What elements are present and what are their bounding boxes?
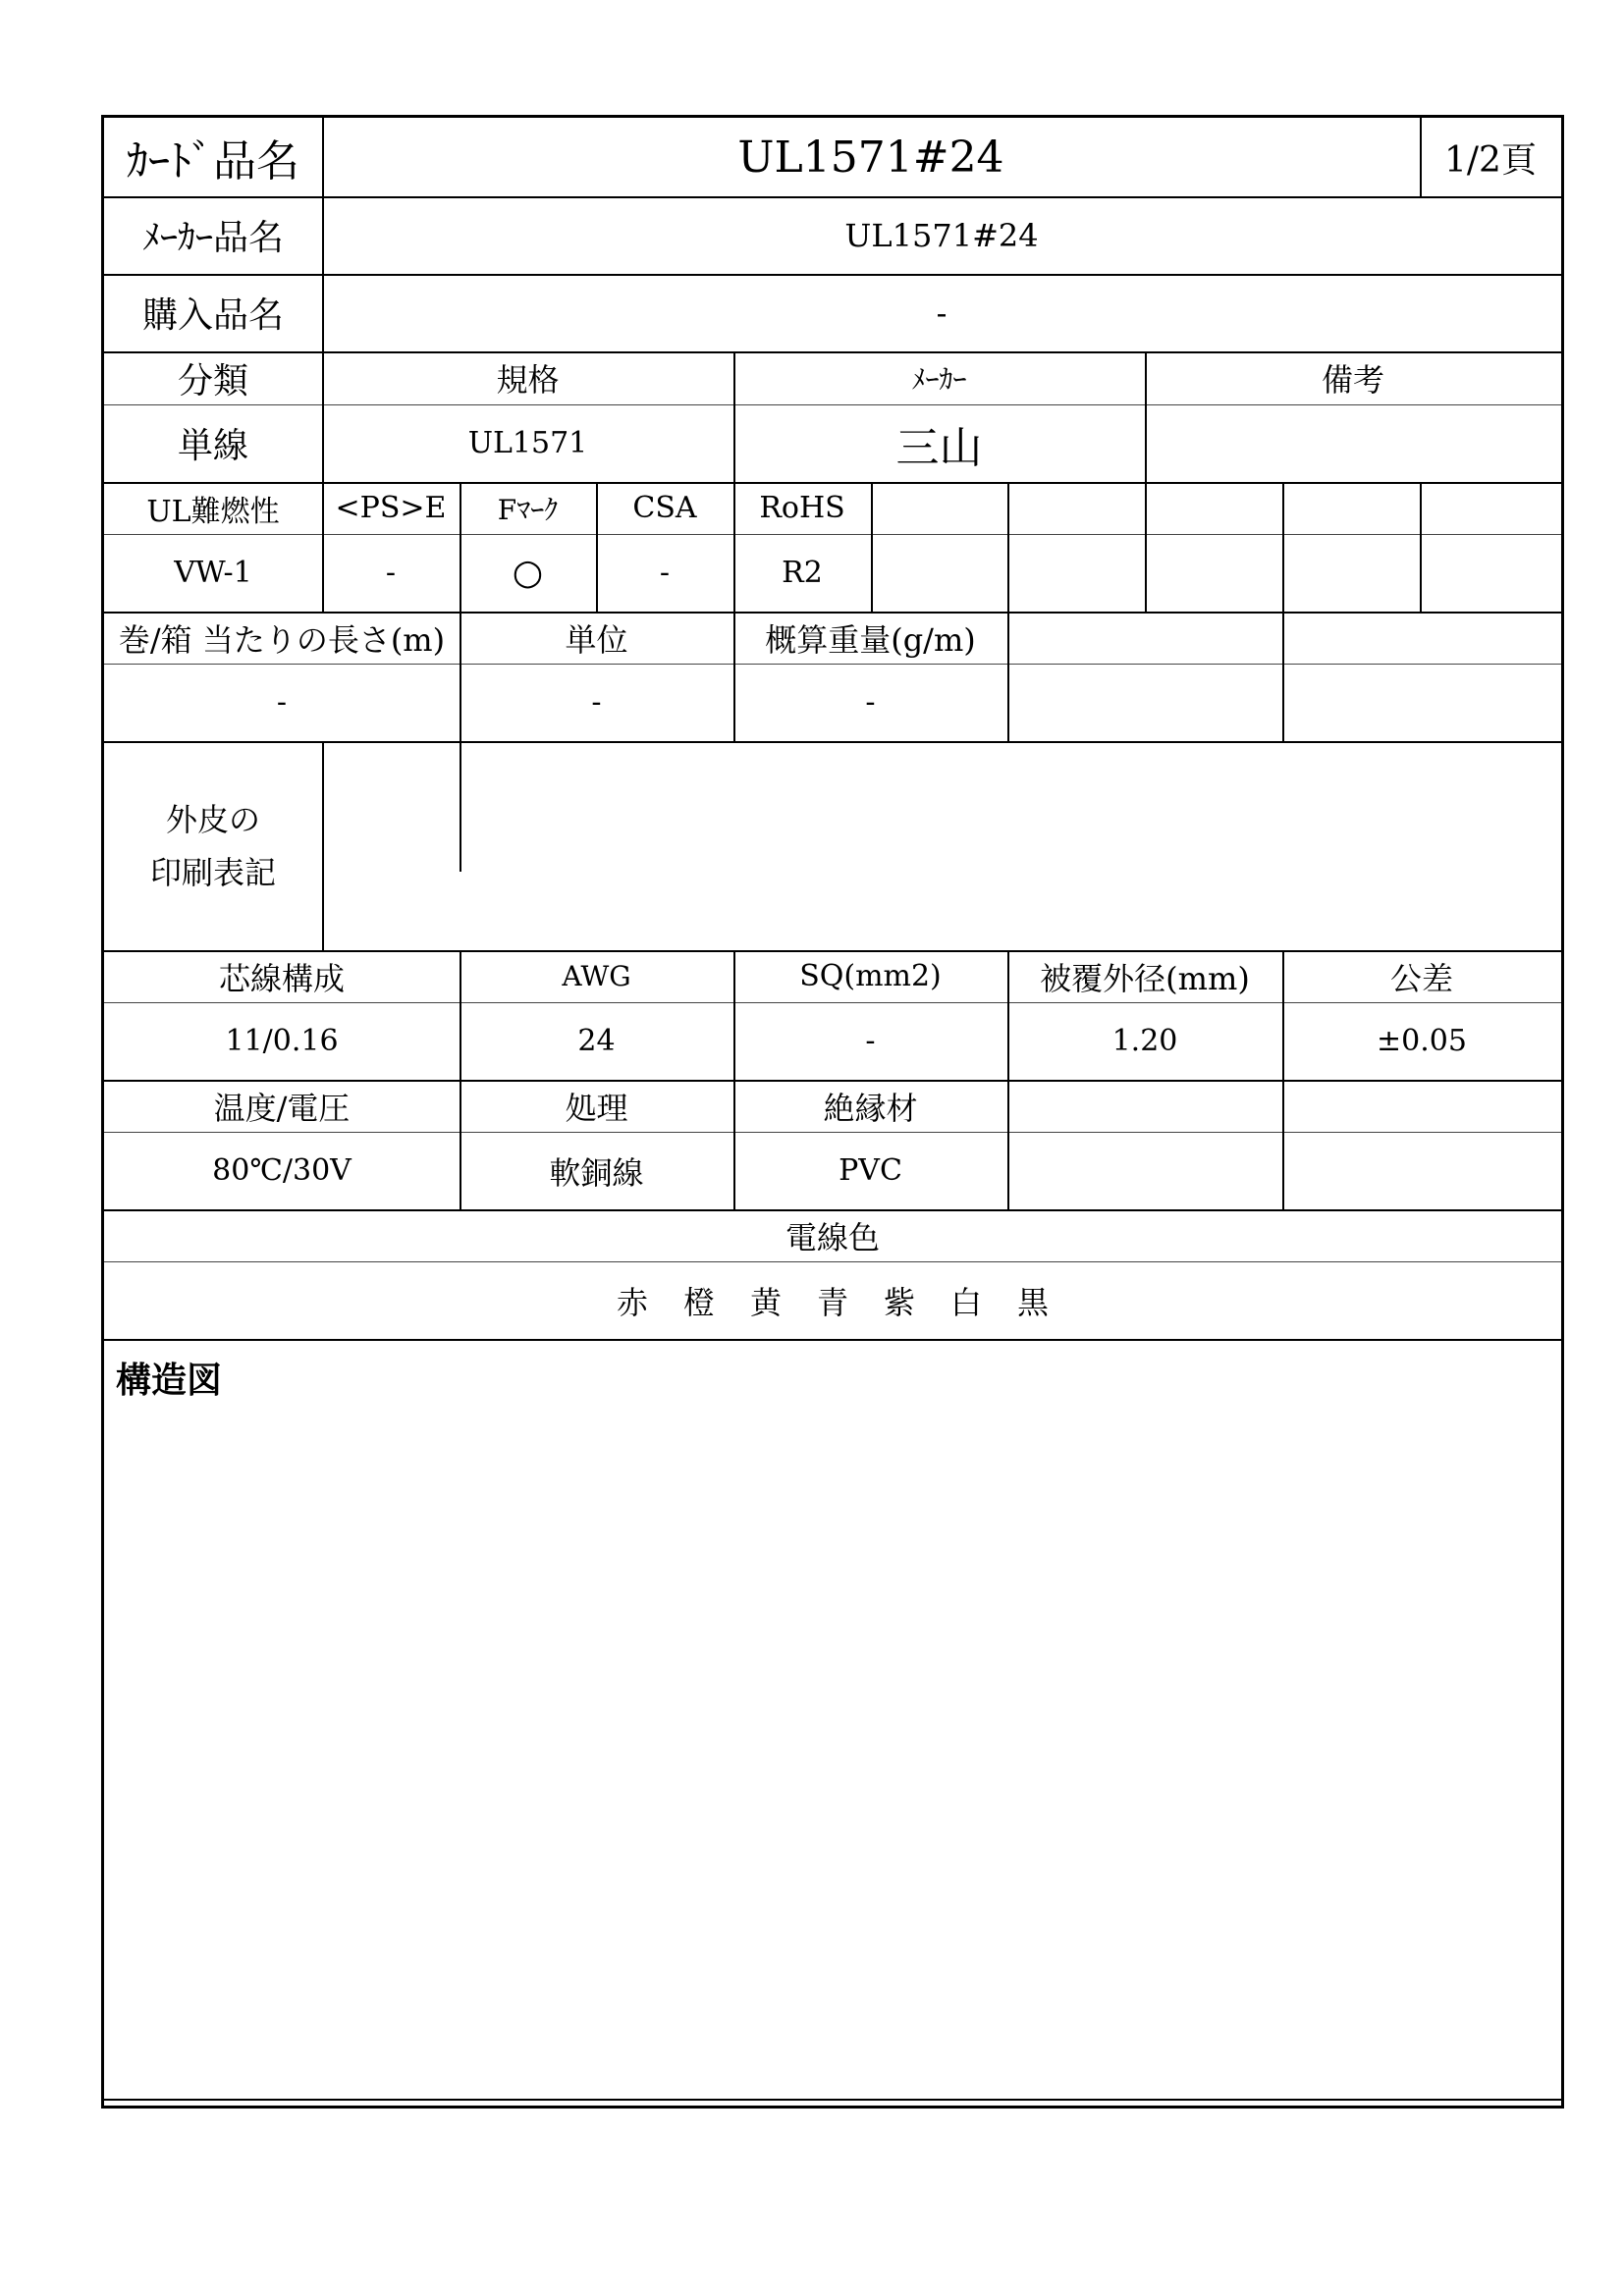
awg-header: AWG [562, 960, 631, 992]
structure-diagram-area [104, 1339, 1561, 2099]
sq-header: SQ(mm2) [799, 959, 942, 993]
wire-color-item: 紫 [884, 1283, 916, 1321]
standard-header: 規格 [496, 361, 560, 399]
wire-color-item: 橙 [682, 1283, 715, 1321]
card-name-value: UL1571#24 [737, 132, 1004, 183]
spec-sheet [101, 115, 1564, 2109]
classification-value: 単線 [177, 426, 248, 466]
rohs-value: R2 [782, 556, 823, 590]
rohs-header: RoHS [759, 491, 845, 525]
csa-value: - [659, 556, 671, 590]
unit-header: 単位 [565, 620, 628, 659]
ul-flame-value: VW-1 [174, 556, 252, 590]
length-per-reel-value: - [276, 685, 288, 720]
outer-diameter-value: 1.20 [1111, 1024, 1178, 1058]
tolerance-value: ±0.05 [1377, 1024, 1467, 1058]
f-mark-header: Fﾏｰｸ [497, 493, 559, 526]
pse-value: - [385, 556, 397, 590]
standard-value: UL1571 [467, 426, 588, 460]
treatment-value: 軟銅線 [549, 1153, 644, 1192]
insulation-header: 絶縁材 [823, 1089, 918, 1127]
weight-value: - [865, 685, 876, 720]
ul-flame-header: UL難燃性 [146, 494, 280, 529]
tolerance-header: 公差 [1389, 959, 1453, 997]
temp-voltage-header: 温度/電圧 [213, 1089, 351, 1127]
print-marking-label [104, 741, 322, 950]
print-marking-label-line1: 外皮の [165, 800, 260, 838]
wire-color-list [104, 1261, 1561, 1339]
wire-color-item: 黄 [749, 1283, 782, 1321]
maker-value: 三山 [895, 422, 983, 473]
remarks-value [1145, 404, 1561, 482]
insulation-value: PVC [839, 1153, 902, 1188]
awg-value: 24 [577, 1024, 616, 1058]
print-marking-value [322, 741, 1561, 950]
print-marking-label-line2: 印刷表記 [149, 853, 276, 891]
csa-header: CSA [632, 491, 697, 525]
conductor-config-value: 11/0.16 [225, 1024, 339, 1058]
structure-diagram-title: 構造図 [116, 1361, 223, 1401]
maker-header: ﾒｰｶｰ [911, 363, 967, 396]
wire-color-header: 電線色 [785, 1218, 880, 1256]
weight-header: 概算重量(g/m) [765, 620, 976, 659]
maker-name-label: ﾒｰｶｰ品名 [141, 218, 284, 258]
wire-color-item: 白 [950, 1283, 983, 1321]
f-mark-value: ○ [512, 553, 544, 593]
maker-name-value: UL1571#24 [844, 216, 1039, 254]
wire-color-item: 赤 [616, 1283, 648, 1321]
unit-value: - [591, 685, 602, 720]
temp-voltage-value: 80℃/30V [212, 1153, 352, 1188]
outer-diameter-header: 被覆外径(mm) [1040, 959, 1250, 997]
length-per-reel-header: 巻/箱 当たりの長さ(m) [118, 620, 446, 659]
purchase-name-label: 購入品名 [141, 295, 284, 336]
wire-color-item: 黒 [1017, 1283, 1050, 1321]
purchase-name-value: - [936, 294, 947, 332]
card-name-label: ｶｰﾄﾞ品名 [127, 136, 299, 187]
treatment-header: 処理 [565, 1089, 628, 1127]
page-number: 1/2頁 [1444, 139, 1537, 181]
remarks-header: 備考 [1321, 361, 1384, 399]
wire-color-item: 青 [816, 1283, 848, 1321]
conductor-config-header: 芯線構成 [218, 959, 345, 997]
classification-header: 分類 [177, 360, 248, 401]
pse-header: <PS>E [335, 491, 447, 525]
sq-value: - [865, 1024, 876, 1058]
